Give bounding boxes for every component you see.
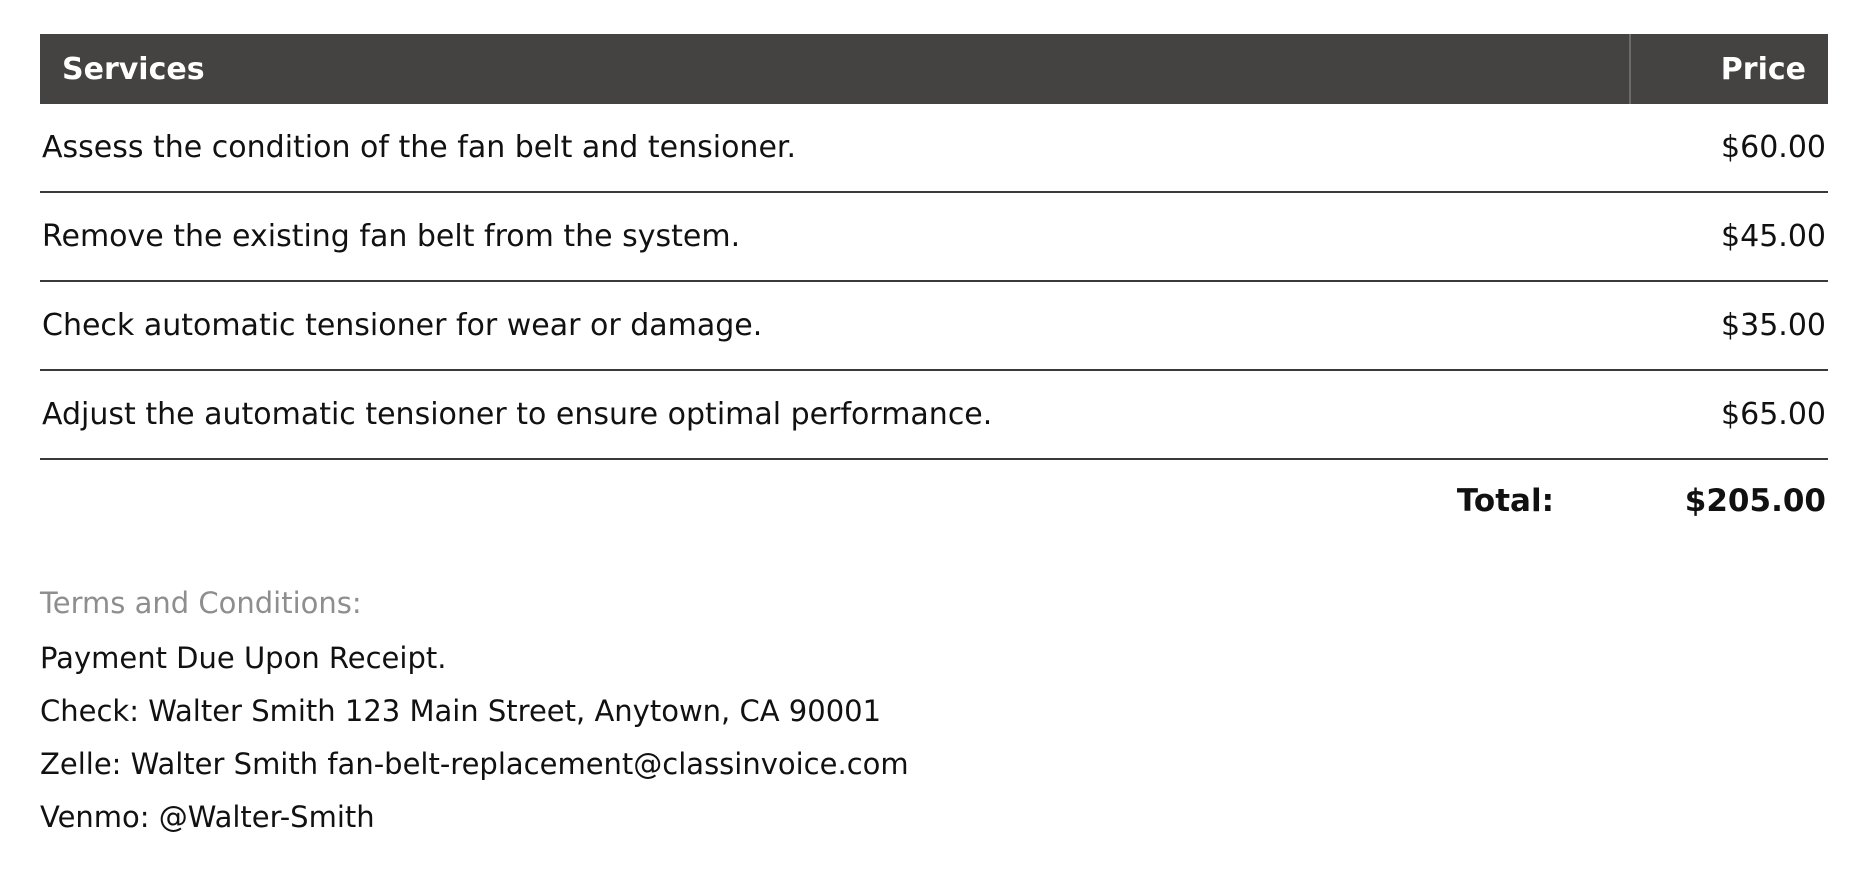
terms-line-check: Check: Walter Smith 123 Main Street, Anytown, CA 90001 (40, 694, 882, 728)
service-description: Remove the existing fan belt from the system. (40, 192, 1630, 281)
services-price-table (40, 34, 1828, 542)
table-footer (40, 459, 1828, 542)
terms-line-venmo: Venmo: @Walter-Smith (40, 800, 375, 834)
table-row (40, 281, 1828, 370)
table-row (40, 104, 1828, 192)
column-header-price: Price (1630, 34, 1828, 104)
table-row (40, 192, 1828, 281)
terms-line-payment: Payment Due Upon Receipt. (40, 641, 447, 675)
service-price: $65.00 (1630, 370, 1828, 459)
total-value: $205.00 (1684, 483, 1826, 519)
table-header-row (40, 34, 1828, 104)
column-header-services: Services (40, 34, 1630, 104)
terms-line-zelle: Zelle: Walter Smith fan-belt-replacement@classinvoice.com (40, 747, 909, 781)
service-description: Adjust the automatic tensioner to ensure optimal performance. (40, 370, 1630, 459)
total-row (40, 459, 1828, 542)
terms-title: Terms and Conditions: (40, 586, 362, 620)
service-price: $45.00 (1630, 192, 1828, 281)
service-description: Assess the condition of the fan belt and tensioner. (40, 104, 1630, 192)
total-label: Total: (1456, 483, 1554, 519)
table-body (40, 104, 1828, 459)
service-description: Check automatic tensioner for wear or damage. (40, 281, 1630, 370)
table-row (40, 370, 1828, 459)
terms-and-conditions-section (40, 586, 1828, 844)
service-price: $35.00 (1630, 281, 1828, 370)
service-price: $60.00 (1630, 104, 1828, 192)
table-header (40, 34, 1828, 104)
